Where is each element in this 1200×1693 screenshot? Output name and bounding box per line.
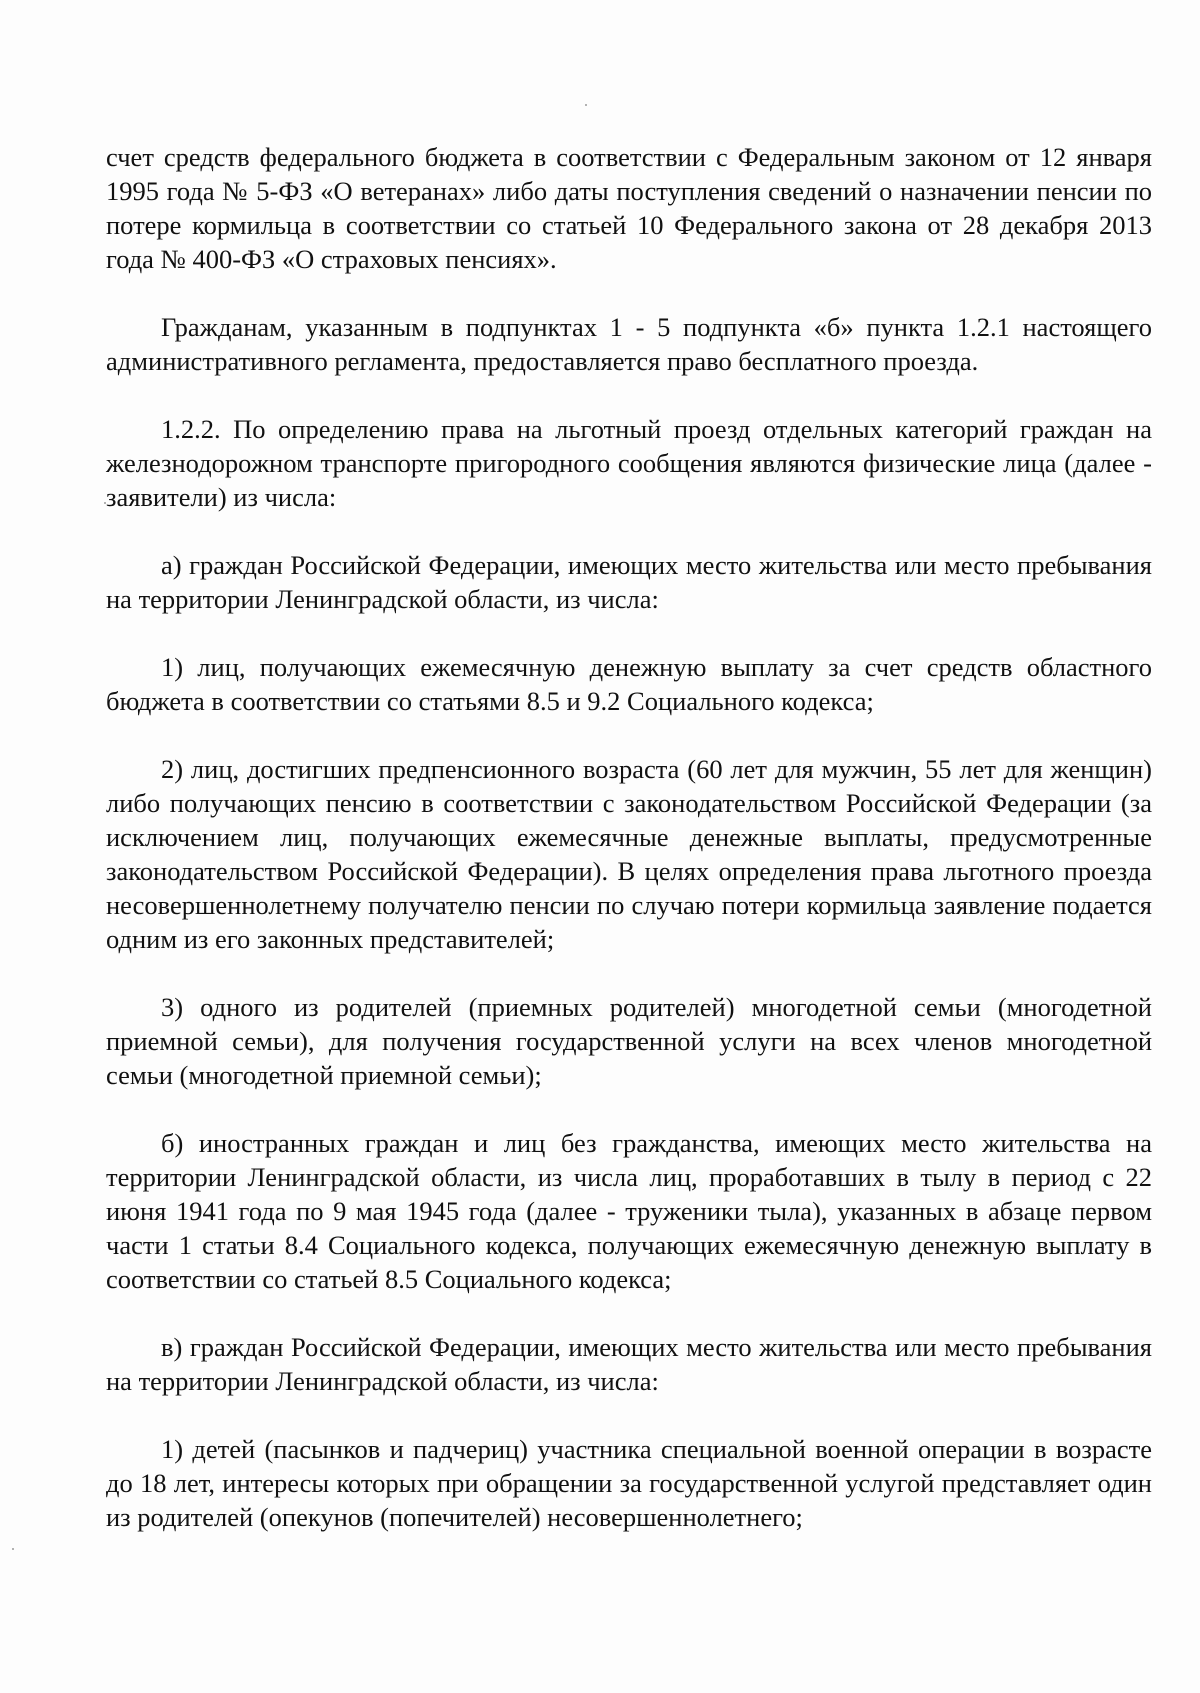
- paragraph-item-v: в) граждан Российской Федерации, имеющих место жительства или место пребывания на территории Ленинградской области, из числа:: [106, 1332, 1152, 1396]
- paragraph-item-a-3: 3) одного из родителей (приемных родителей) многодетной семьи (многодетной приемной семьи), для получения государственной услуги на всех членов многодетной семьи (многодетной приемной семьи);: [106, 992, 1152, 1090]
- scan-speck: [585, 104, 587, 106]
- paragraph-item-a: а) граждан Российской Федерации, имеющих место жительства или место пребывания на территории Ленинградской области, из числа:: [106, 550, 1152, 614]
- paragraph-item-a-2: 2) лиц, достигших предпенсионного возраста (60 лет для мужчин, 55 лет для женщин) либо получающих пенсию в соответствии с законодательством Российской Федерации (за исключением лиц, получающих ежемесячные денежные выплаты, предусмотренные законодательством Российской Федерации). В целях определения права льготного проезда несовершеннолетнему получателю пенсии по случаю потери кормильца заявление подается одним из его законных представителей;: [106, 754, 1152, 954]
- paragraph-continuation: счет средств федерального бюджета в соответствии с Федеральным законом от 12 января 1995 года № 5-ФЗ «О ветеранах» либо даты поступления сведений о назначении пенсии по потере кормильца в соответствии со статьей 10 Федерального закона от 28 декабря 2013 года № 400-ФЗ «О страховых пенсиях».: [106, 142, 1152, 274]
- paragraph-item-b: б) иностранных граждан и лиц без гражданства, имеющих место жительства на территории Ленинградской области, из числа лиц, проработавших в тылу в период с 22 июня 1941 года по 9 мая 1945 года (далее - труженики тыла), указанных в абзаце первом части 1 статьи 8.4 Социального кодекса, получающих ежемесячную денежную выплату в соответствии со статьей 8.5 Социального кодекса;: [106, 1128, 1152, 1294]
- document-body: [106, 140, 1152, 1568]
- scan-speck: [12, 1548, 14, 1550]
- paragraph-item-v-1: 1) детей (пасынков и падчериц) участника специальной военной операции в возрасте до 18 лет, интересы которых при обращении за государственной услугой представляет один из родителей (опекунов (попечителей) несовершеннолетнего;: [106, 1434, 1152, 1532]
- paragraph-free-travel: Гражданам, указанным в подпунктах 1 - 5 подпункта «б» пункта 1.2.1 настоящего административного регламента, предоставляется право бесплатного проезда.: [106, 312, 1152, 376]
- paragraph-item-a-1: 1) лиц, получающих ежемесячную денежную выплату за счет средств областного бюджета в соответствии со статьями 8.5 и 9.2 Социального кодекса;: [106, 652, 1152, 716]
- paragraph-1-2-2: 1.2.2. По определению права на льготный проезд отдельных категорий граждан на железнодорожном транспорте пригородного сообщения являются физические лица (далее - заявители) из числа:: [106, 414, 1152, 512]
